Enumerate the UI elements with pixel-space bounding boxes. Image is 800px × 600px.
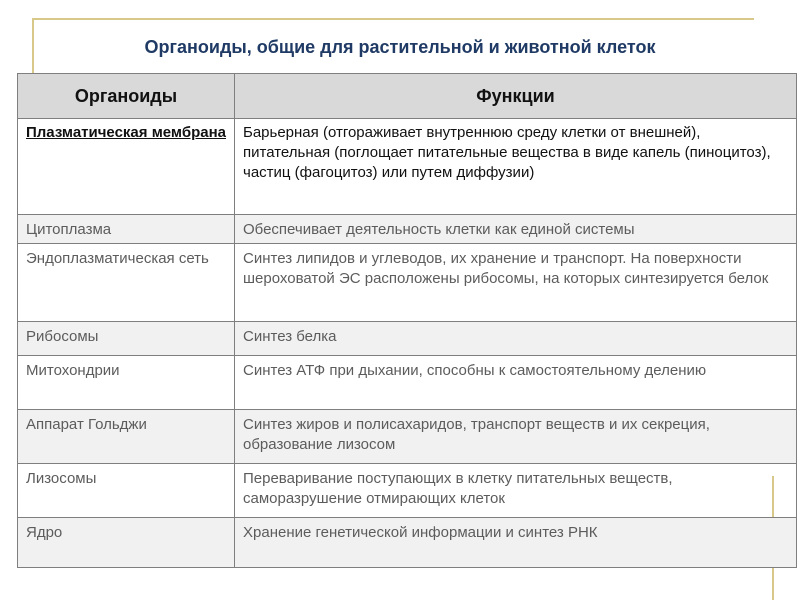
table-row xyxy=(18,410,797,464)
organoid-function: Обеспечивает деятельность клетки как единой системы xyxy=(235,215,797,244)
organoid-name: Ядро xyxy=(18,518,235,568)
column-header-organoids: Органоиды xyxy=(18,74,235,119)
decorative-line-top xyxy=(32,18,754,20)
decorative-line-left xyxy=(32,18,34,74)
table-row xyxy=(18,464,797,518)
table-header-row xyxy=(18,74,797,119)
table-row xyxy=(18,215,797,244)
organoids-table xyxy=(17,73,797,568)
organoid-function: Барьерная (отгораживает внутреннюю среду клетки от внешней), питательная (поглощает питательные вещества в виде капель (пиноцитоз), частиц (фагоцитоз) или путем диффузии) xyxy=(235,119,797,215)
table-row xyxy=(18,356,797,410)
table-row xyxy=(18,119,797,215)
organoid-function: Переваривание поступающих в клетку питательных веществ, саморазрушение отмирающих клеток xyxy=(235,464,797,518)
table-row xyxy=(18,244,797,322)
organoid-name: Митохондрии xyxy=(18,356,235,410)
organoid-name: Цитоплазма xyxy=(18,215,235,244)
column-header-functions: Функции xyxy=(235,74,797,119)
slide-title: Органоиды, общие для растительной и животной клеток xyxy=(144,37,656,57)
organoid-function: Синтез липидов и углеводов, их хранение и транспорт. На поверхности шероховатой ЭС расположены рибосомы, на которых синтезируется белок xyxy=(235,244,797,322)
organoid-name: Аппарат Гольджи xyxy=(18,410,235,464)
organoid-name: Лизосомы xyxy=(18,464,235,518)
organoid-name: Эндоплазматическая сеть xyxy=(18,244,235,322)
organoid-function: Синтез жиров и полисахаридов, транспорт веществ и их секреция, образование лизосом xyxy=(235,410,797,464)
organoid-function: Синтез АТФ при дыхании, способны к самостоятельному делению xyxy=(235,356,797,410)
organoid-function: Синтез белка xyxy=(235,322,797,356)
table-row xyxy=(18,518,797,568)
organoid-function: Хранение генетической информации и синтез РНК xyxy=(235,518,797,568)
table-row xyxy=(18,322,797,356)
organoid-name: Рибосомы xyxy=(18,322,235,356)
organoid-name: Плазматическая мембрана xyxy=(18,119,235,215)
